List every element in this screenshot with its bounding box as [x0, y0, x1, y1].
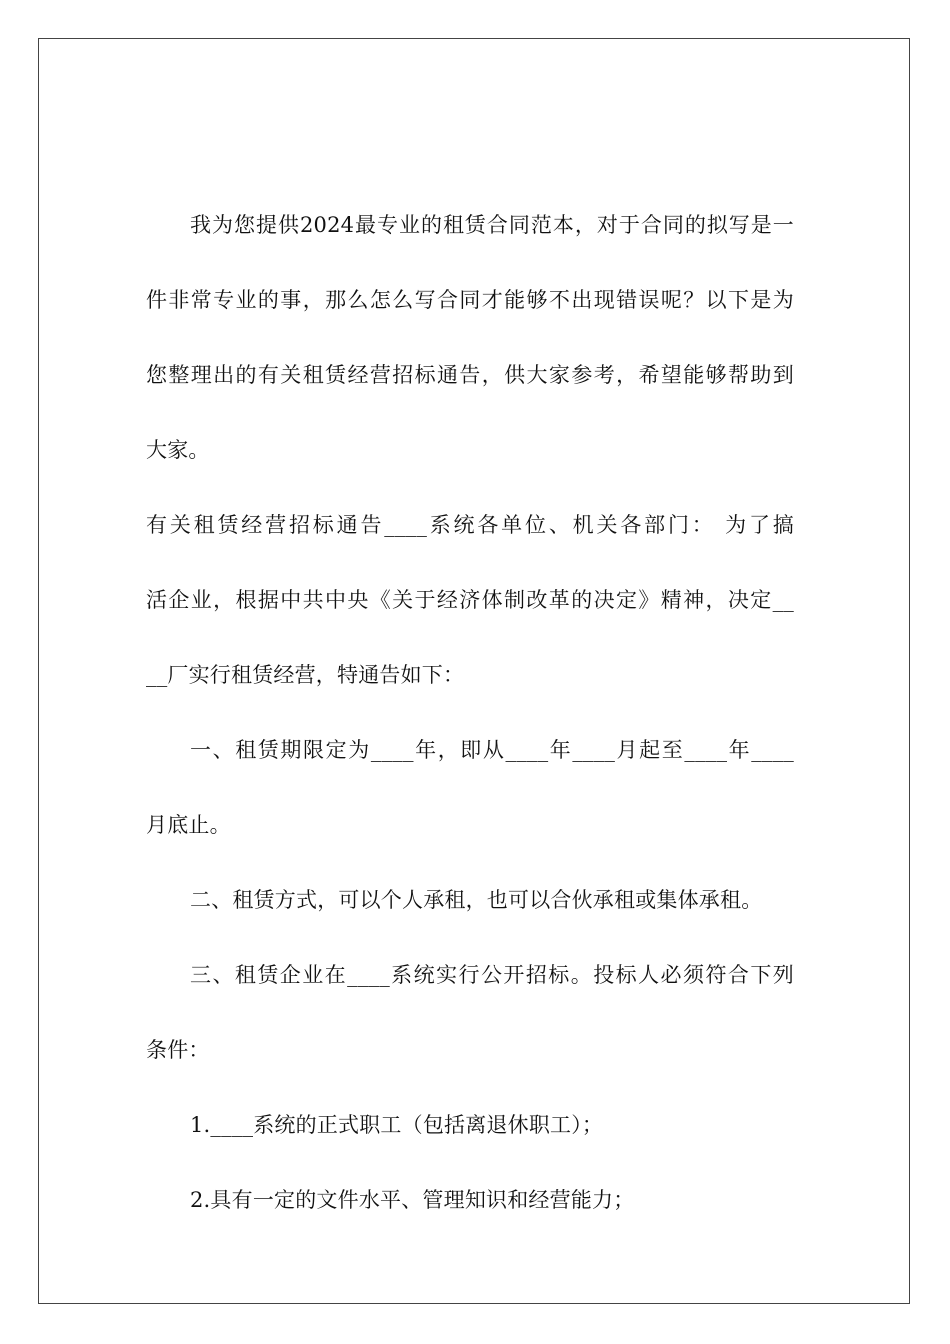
- notice-heading-line-2: 活企业，根据中共中央《关于经济体制改革的决定》精神，决定__: [146, 588, 794, 612]
- paragraph-intro-line-4: 大家。: [146, 438, 210, 462]
- clause-3-line-2: 条件：: [146, 1038, 210, 1062]
- clause-1-line-1: 一、租赁期限定为____年，即从____年____月起至____年____: [190, 738, 794, 762]
- paragraph-intro-line-2: 件非常专业的事，那么怎么写合同才能够不出现错误呢？以下是为: [146, 288, 794, 312]
- clause-3-line-1: 三、租赁企业在____系统实行公开招标。投标人必须符合下列: [190, 963, 794, 987]
- clause-1-line-2: 月底止。: [146, 813, 231, 837]
- condition-2: 2.具有一定的文件水平、管理知识和经营能力；: [190, 1188, 635, 1212]
- condition-1: 1.____系统的正式职工（包括离退休职工）；: [190, 1113, 604, 1137]
- clause-2: 二、租赁方式，可以个人承租，也可以合伙承租或集体承租。: [190, 888, 763, 912]
- notice-heading-line-1: 有关租赁经营招标通告____系统各单位、机关各部门： 为了搞: [146, 513, 794, 537]
- paragraph-intro-line-3: 您整理出的有关租赁经营招标通告，供大家参考，希望能够帮助到: [146, 363, 794, 387]
- notice-heading-line-3: __厂实行租赁经营，特通告如下：: [146, 663, 465, 687]
- paragraph-intro-line-1: 我为您提供2024最专业的租赁合同范本，对于合同的拟写是一: [190, 213, 794, 237]
